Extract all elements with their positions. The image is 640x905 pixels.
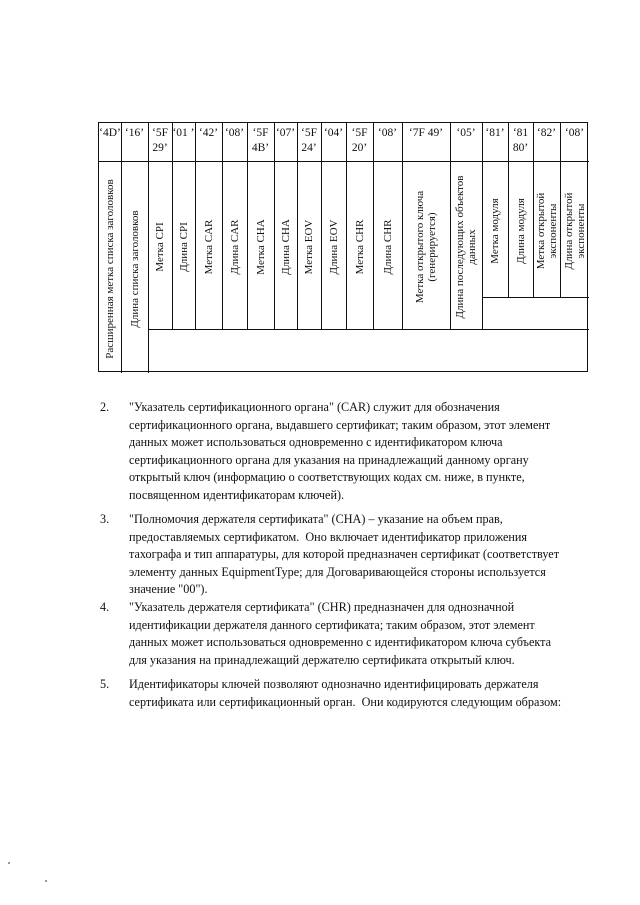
column-tag: ‘4D’ — [99, 127, 121, 139]
text-line: "Указатель сертификационного органа" (CAR) служит для обозначения — [129, 400, 500, 414]
text-line: посвященном идентификаторам ключей). — [129, 487, 345, 502]
column-tag: ‘04’ — [323, 127, 344, 139]
column-label: Метка CPI — [154, 222, 166, 272]
table-rule — [482, 123, 483, 329]
table-rule — [148, 329, 589, 330]
paragraph-number: 4. — [100, 600, 110, 614]
text-line: значение "00"). — [129, 582, 208, 596]
table-rule — [195, 123, 196, 329]
column-label: Метка модуля — [489, 198, 501, 264]
table-rule — [274, 123, 275, 329]
column-label: Метка CAR — [202, 219, 215, 275]
column-label: Длина EOV — [327, 219, 340, 275]
text-line: данных может использоваться одновременно с идентификатором ключа субъекта — [129, 635, 551, 649]
column-tag: ‘08’ — [377, 127, 398, 139]
column-label: Метка открытого ключа (генерируется) — [414, 190, 438, 304]
column-tag: ‘5F 4B’ — [251, 127, 270, 154]
text-line: предоставляемых сертификатом. Оно включает идентификатор приложения — [129, 529, 528, 544]
paragraph-text — [129, 676, 589, 711]
column-label: Метка CHA — [254, 219, 267, 275]
text-line: данных может использоваться одновременно с идентификатором ключа — [129, 435, 503, 449]
column-tag: ‘5F 24’ — [301, 127, 317, 154]
table-rule — [222, 123, 223, 329]
text-line: идентификации держателя данного сертификата; таким образом, этот элемент — [129, 617, 535, 632]
column-label: Расширенная метка списка заголовков — [104, 179, 116, 359]
column-tag: ‘16’ — [124, 127, 145, 139]
text-line: Идентификаторы ключей позволяют однозначно идентифицировать держателя — [129, 677, 539, 691]
column-tag: ‘08’ — [564, 127, 585, 139]
table-rule — [533, 123, 534, 297]
column-tag: ‘5F 20’ — [351, 127, 368, 154]
column-tag: ‘5F 29’ — [152, 127, 168, 154]
column-tag: ‘81 80’ — [512, 127, 529, 154]
text-line: сертификата или сертификационный орган. Они кодируются следующим образом: — [129, 694, 562, 709]
column-label: Длина открытой экспоненты — [562, 192, 587, 270]
text-line: сертификационного органа для указания на принадлежащий данному органу — [129, 452, 529, 467]
text-line: "Полномочия держателя сертификата" (CHA) – указание на объем прав, — [129, 512, 503, 526]
column-label: Длина CHR — [381, 219, 394, 275]
column-label: Метка открытой экспоненты — [534, 192, 559, 270]
table-rule — [373, 123, 374, 329]
column-label: Метка CHR — [353, 219, 366, 275]
table-rule — [321, 123, 322, 329]
column-label: Длина модуля — [514, 198, 527, 264]
column-label: Метка EOV — [303, 219, 315, 275]
text-line: тахографа и тип аппаратуры, для которой предназначен сертификат (соответствует — [129, 547, 560, 561]
table-rule — [148, 123, 149, 373]
column-tag: ‘42’ — [198, 127, 219, 139]
column-tag: ‘81’ — [485, 127, 505, 139]
text-line: "Указатель держателя сертификата" (CHR) предназначен для однозначной — [129, 600, 515, 614]
column-tag: ‘01 ’ — [172, 127, 195, 139]
column-tag: ‘05’ — [456, 127, 476, 139]
paragraph-number: 3. — [100, 512, 110, 526]
column-tag: ‘08’ — [224, 127, 245, 139]
column-label: Длина CPI — [177, 222, 190, 272]
certificate-structure-table — [98, 122, 588, 372]
column-tag: ‘82’ — [536, 127, 557, 139]
text-line: открытый ключ (информацию о соответствующих кодах см. ниже, в пункте, — [129, 470, 525, 484]
paragraph-text — [129, 599, 589, 669]
text-line: для указания на принадлежащий держателю сертификата открытый ключ. — [129, 652, 515, 667]
text-line: элементу данных EquipmentType; для Договаривающейся стороны используется — [129, 564, 546, 579]
table-rule — [560, 123, 561, 297]
column-tag: ‘7F 49’ — [408, 127, 444, 139]
table-rule — [121, 123, 122, 373]
scan-speck — [45, 880, 47, 882]
paragraph-number: 5. — [100, 677, 110, 691]
text-line: сертификационного органа, выдавшего сертификат; таким образом, этот элемент — [129, 417, 551, 432]
table-rule — [402, 123, 403, 329]
column-tag: ‘07’ — [275, 127, 296, 139]
column-label: Длина последующих объектов данных — [454, 175, 478, 319]
paragraph-text — [129, 511, 589, 599]
column-label: Длина CAR — [228, 219, 241, 275]
table-rule — [450, 123, 451, 329]
scan-speck — [8, 862, 10, 864]
column-label: Длина CHA — [279, 219, 292, 275]
paragraph-text — [129, 399, 589, 504]
table-rule — [172, 123, 173, 329]
paragraph-number: 2. — [100, 400, 110, 414]
column-label: Длина списка заголовков — [128, 210, 141, 328]
table-rule — [482, 297, 589, 298]
